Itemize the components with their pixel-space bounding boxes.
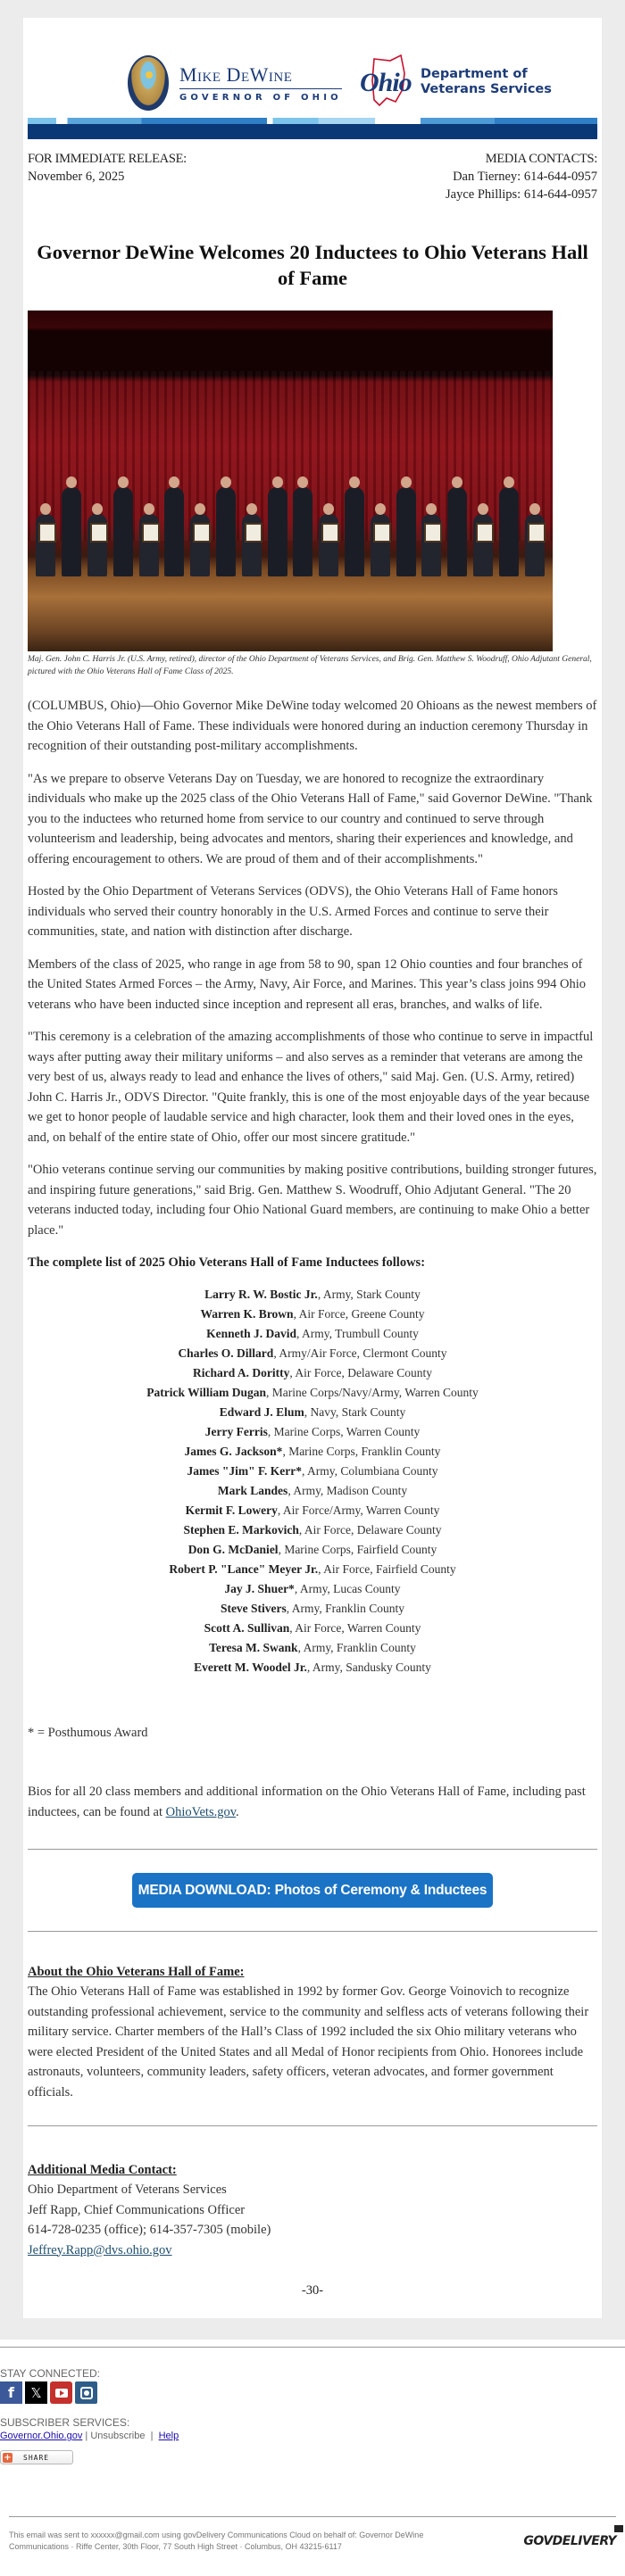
inductee-item: James "Jim" F. Kerr*, Army, Columbiana County — [187, 1464, 438, 1478]
body-paragraph: Hosted by the Ohio Department of Veterans Services (ODVS), the Ohio Veterans Hall of Fame honors individuals who served their country honorably in the U.S. Armed Forces and continue to serve their communities, state, and nation with distinction after discharge. — [28, 884, 558, 939]
divider — [28, 1931, 597, 1932]
media-download-button[interactable]: MEDIA DOWNLOAD: Photos of Ceremony & Inductees — [132, 1873, 493, 1908]
about-heading: About the Ohio Veterans Hall of Fame: — [28, 1965, 245, 1979]
stay-connected-label: STAY CONNECTED: — [0, 2367, 101, 2380]
media-contact: Jayce Phillips: 614-644-0957 — [446, 187, 597, 202]
media-contact: Dan Tierney: 614-644-0957 — [453, 170, 597, 184]
legal-text: This email was sent to xxxxxx@gmail.com using govDelivery Communications Cloud on behalf of: Governor DeWine Communications · Riffe Center, 30th Floor, 77 South High Street · Columbus, OH 43215-6117 — [9, 2530, 424, 2551]
email-footer — [0, 2367, 625, 2560]
dept-name-line2: Veterans Services — [421, 82, 552, 96]
end-mark: -30- — [301, 2283, 324, 2298]
inductee-item: Don G. McDaniel, Marine Corps, Fairfield County — [188, 1543, 438, 1556]
x-icon[interactable]: 𝕏 — [25, 2381, 47, 2404]
inductee-item: Larry R. W. Bostic Jr., Army, Stark County — [204, 1288, 421, 1301]
inductee-list — [28, 1285, 597, 1677]
subscriber-links: Governor.Ohio.gov | Unsubscribe | Help — [0, 2431, 179, 2441]
body-paragraph: "As we prepare to observe Veterans Day on Tuesday, we are honored to recognize the extraordinary individuals who make up the 2025 class of the Ohio Veterans Hall of Fame," said Governor DeWine. "Thank you to the inductees who returned home from service to our country and continued to serve through volunteerism and leadership, being advocates and mentors, sharing their experiences and knowledge, and offering encouragement to others. We are proud of them and of their accomplishments." — [28, 771, 593, 866]
ceremony-group-photo — [28, 311, 553, 651]
governor-site-link[interactable]: Governor.Ohio.gov — [0, 2431, 83, 2441]
ohio-wordmark: Ohio — [360, 68, 412, 97]
inductee-item: Richard A. Doritty, Air Force, Delaware County — [192, 1366, 433, 1379]
dept-name-line1: Department of — [421, 67, 528, 81]
body-paragraph: Members of the class of 2025, who range in age from 58 to 90, span 12 Ohio counties and four branches of the United States Armed Forces – the Army, Navy, Air Force, and Marines. This year’s class joins 994 Ohio veterans who have been inducted since inception and represent all eras, branches, and walks of life. — [28, 957, 587, 1012]
ohiovets-link[interactable]: OhioVets.gov — [165, 1804, 237, 1819]
body-paragraph: "Ohio veterans continue serving our communities by making positive contributions, building stronger futures, and inspiring future generations," said Brig. Gen. Matthew S. Woodruff, Ohio Adjutant General. "The 20 veterans inducted today, including four Ohio National Guard members, are continuing to make Ohio a better place." — [28, 1163, 597, 1238]
inductee-item: Warren K. Brown, Air Force, Greene County — [200, 1307, 425, 1321]
governor-title: GOVERNOR OF OHIO — [179, 93, 342, 103]
posthumous-note: * = Posthumous Award — [28, 1726, 148, 1740]
footer-divider — [0, 2347, 625, 2348]
subscriber-services-label: SUBSCRIBER SERVICES: — [0, 2416, 130, 2429]
contact-person: Jeff Rapp, Chief Communications Officer — [28, 2202, 246, 2217]
inductee-list-intro: The complete list of 2025 Ohio Veterans Hall of Fame Inductees follows: — [28, 1255, 426, 1270]
inductee-item: Edward J. Elum, Navy, Stark County — [219, 1405, 406, 1419]
inductee-item: Everett M. Woodel Jr., Army, Sandusky County — [194, 1661, 431, 1674]
press-release-headline: Governor DeWine Welcomes 20 Inductees to Ohio Veterans Hall of Fame — [37, 241, 588, 289]
inductee-item: Jerry Ferris, Marine Corps, Warren County — [204, 1425, 421, 1438]
ohio-state-outline-icon — [360, 54, 415, 111]
release-date: November 6, 2025 — [28, 170, 125, 184]
facebook-icon[interactable]: f — [0, 2381, 22, 2404]
veterans-services-logo — [360, 54, 552, 111]
inductee-item: Jay J. Shuer*, Army, Lucas County — [224, 1582, 401, 1595]
contact-org: Ohio Department of Veterans Services — [28, 2183, 227, 2197]
share-button[interactable]: + SHARE — [0, 2450, 73, 2464]
plus-icon: + — [4, 2452, 12, 2463]
governor-name: Mike DeWine — [179, 63, 342, 89]
header-banner-stripe — [28, 118, 597, 139]
body-paragraph: (COLUMBUS, Ohio)—Ohio Governor Mike DeWine today welcomed 20 Ohioans as the newest members of the Ohio Veterans Hall of Fame. These individuals were honored during an induction ceremony Thursday in recognition of their outstanding post-military accomplishments. — [28, 699, 597, 753]
release-label: FOR IMMEDIATE RELEASE: — [28, 152, 187, 166]
release-info — [28, 139, 597, 203]
media-contacts-label: MEDIA CONTACTS: — [485, 152, 597, 166]
additional-contact-heading: Additional Media Contact: — [28, 2163, 177, 2177]
inductee-item: Teresa M. Swank, Army, Franklin County — [209, 1641, 416, 1654]
contact-phones: 614-728-0235 (office); 614-357-7305 (mobile) — [28, 2223, 271, 2237]
email-card — [23, 18, 602, 2318]
inductee-item: Robert P. "Lance" Meyer Jr., Air Force, Fairfield County — [169, 1562, 456, 1576]
body-paragraph: "This ceremony is a celebration of the amazing accomplishments of those who continue to serve in impactful ways after putting away their military uniforms – and also serves as a reminder that veterans are among the very best of us, always ready to lead and enhance the lives of others," said Maj. Gen. (U.S. Army, retired) John C. Harris Jr., ODVS Director. "Quite frankly, this is one of the most enjoyable days of the year because we get to honor people of laudable service and high character, look them and their loved ones in the eyes, and, on behalf of the entire state of Ohio, offer our most sincere gratitude." — [28, 1030, 594, 1145]
youtube-icon[interactable] — [50, 2381, 72, 2404]
header-logos — [28, 18, 597, 118]
contact-email-link[interactable]: Jeffrey.Rapp@dvs.ohio.gov — [28, 2242, 172, 2257]
inductee-item: Steve Stivers, Army, Franklin County — [220, 1602, 405, 1615]
instagram-icon[interactable] — [75, 2381, 97, 2404]
governor-logo — [128, 55, 342, 111]
inductee-item: Mark Landes, Army, Madison County — [217, 1484, 408, 1497]
unsubscribe-link[interactable]: Unsubscribe — [90, 2431, 146, 2441]
divider — [28, 2125, 597, 2126]
divider — [28, 1849, 597, 1850]
photo-caption: Maj. Gen. John C. Harris Jr. (U.S. Army, retired), director of the Ohio Department of Veterans Services, and Brig. Gen. Matthew S. Woodruff, Ohio Adjutant General, pictured with the Ohio Veterans Hall of Fame Class of 2025. — [28, 655, 592, 676]
bios-paragraph: Bios for all 20 class members and additional information on the Ohio Veterans Hall of Fame, including past inductees, can be found at OhioVets.gov. — [28, 1785, 586, 1819]
help-link[interactable]: Help — [158, 2431, 179, 2441]
inductee-item: Stephen E. Markovich, Air Force, Delaware County — [183, 1523, 442, 1536]
inductee-item: Patrick William Dugan, Marine Corps/Navy/Army, Warren County — [146, 1386, 479, 1399]
envelope-icon — [614, 2525, 623, 2532]
ohio-governor-seal-icon — [128, 55, 169, 111]
inductee-item: Kermit F. Lowery, Air Force/Army, Warren County — [185, 1503, 440, 1517]
inductee-item: James G. Jackson*, Marine Corps, Franklin County — [184, 1445, 441, 1458]
about-paragraph: The Ohio Veterans Hall of Fame was established in 1992 by former Gov. George Voinovich to recognize outstanding professional achievement, service to the community and selfless acts of veterans following their military service. Charter members of the Hall’s Class of 1992 included the six Ohio military veterans who were elected President of the United States and all Medal of Honor recipients from Ohio. Honorees include astronauts, volunteers, community leaders, safety officers, veteran advocates, and former government officials. — [28, 1984, 589, 2100]
inductee-item: Scott A. Sullivan, Air Force, Warren County — [204, 1621, 421, 1635]
inductee-item: Kenneth J. David, Army, Trumbull County — [206, 1327, 419, 1340]
govdelivery-logo: GOVDELIVERY — [523, 2534, 616, 2548]
social-links — [0, 2381, 625, 2404]
inductee-item: Charles O. Dillard, Army/Air Force, Clermont County — [178, 1346, 447, 1360]
